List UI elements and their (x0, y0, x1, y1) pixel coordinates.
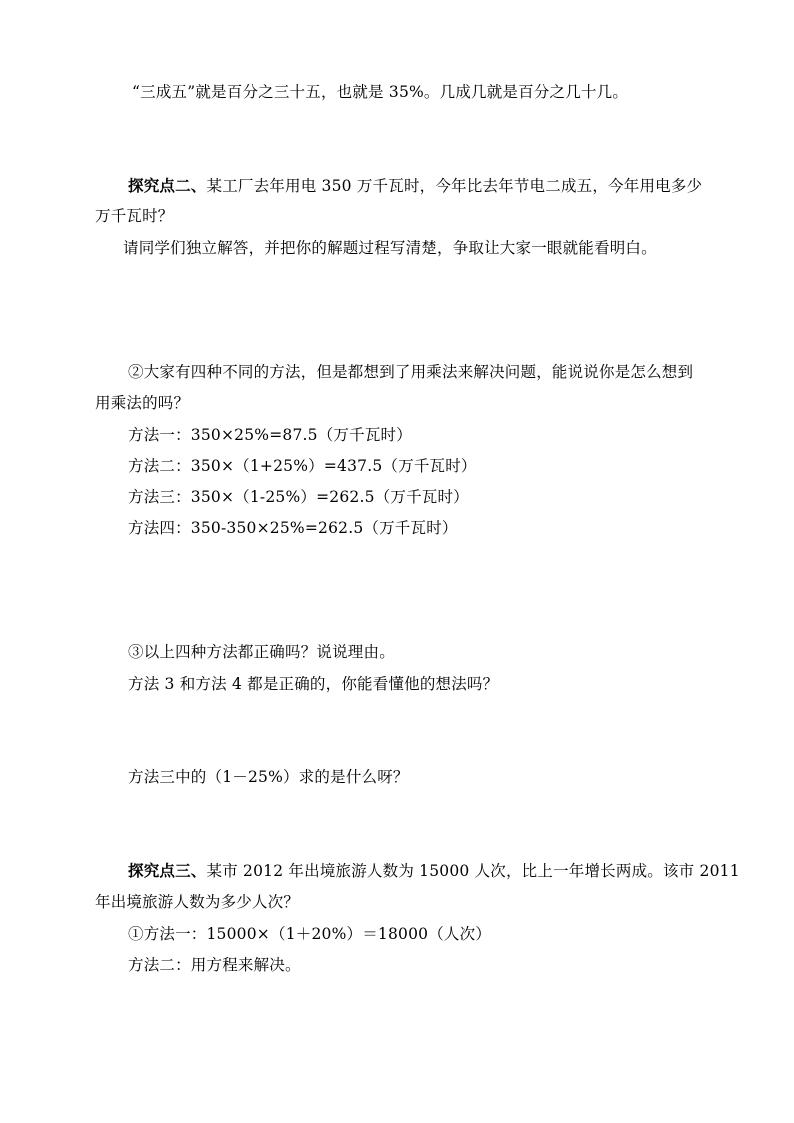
method-three: 方法三：350×（1-25%）=262.5（万千瓦时） (128, 488, 469, 506)
section-three-line-1 (128, 861, 740, 881)
section-three-question: 某市 2012 年出境旅游人数为 15000 人次，比上一年增长两成。该市 2011 (206, 862, 740, 880)
section-three-method-one: ①方法一：15000×（1＋20%）＝18000（人次） (128, 925, 492, 943)
section-three-method-two: 方法二：用方程来解决。 (128, 956, 301, 974)
section-two-instruction: 请同学们独立解答，并把你的解题过程写清楚，争取让大家一眼就能看明白。 (123, 239, 657, 257)
method-four: 方法四：350-350×25%=262.5（万千瓦时） (128, 519, 458, 537)
method-one: 方法一：350×25%=87.5（万千瓦时） (128, 426, 412, 444)
section-two-question: 某工厂去年用电 350 万千瓦时，今年比去年节电二成五，今年用电多少 (206, 177, 703, 195)
question-two-line-2: 用乘法的吗？ (95, 394, 190, 412)
question-three-line-2: 方法 3 和方法 4 都是正确的，你能看懂他的想法吗？ (128, 675, 499, 693)
method-two: 方法二：350×（1+25%）=437.5（万千瓦时） (128, 457, 477, 475)
section-two-line-1 (128, 176, 702, 196)
question-three-line-1: ③以上四种方法都正确吗？说说理由。 (128, 643, 395, 661)
question-four: 方法三中的（1－25%）求的是什么呀？ (128, 768, 409, 786)
section-three-line-2: 年出境旅游人数为多少人次？ (95, 893, 300, 911)
section-two-line-2: 万千瓦时？ (95, 207, 174, 225)
section-three-label: 探究点三、 (128, 861, 207, 880)
paragraph-three-cheng-five: “三成五”就是百分之三十五，也就是 35%。几成几就是百分之几十几。 (132, 83, 629, 101)
section-two-label: 探究点二、 (128, 176, 207, 195)
question-two-line-1: ②大家有四种不同的方法，但是都想到了用乘法来解决问题，能说说你是怎么想到 (128, 363, 694, 381)
